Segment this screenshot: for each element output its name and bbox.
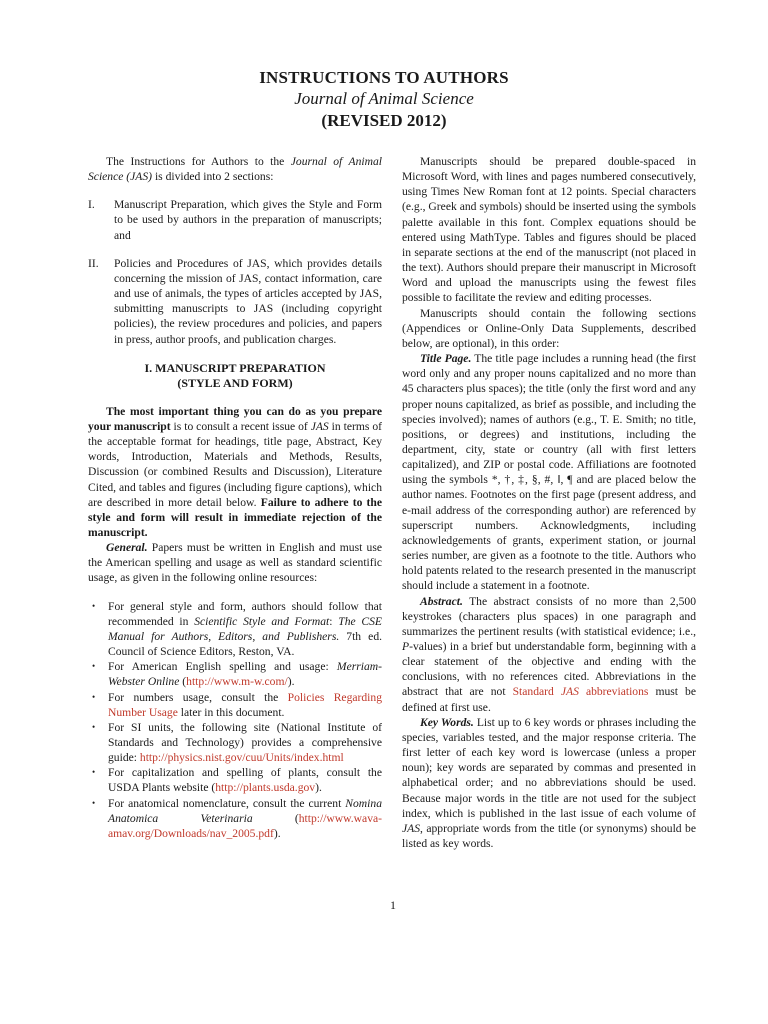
- title-page-paragraph: Title Page. The title page includes a running head (the first word only and any proper nouns capitalized and no more than 45 characters plus spaces); the title (only the first word and any proper nouns capitalized, as brief as possible, and including the species involved); names of authors (e.g., T. E. Smith; no title, positions, or degrees) and institutions, including the department, city, state or country (all with first letters capitalized), and ZIP or postal code. Affiliations are footnoted using the symbols *, †, ‡, §, #, ‖, ¶ and are placed below the author names. Footnotes on the first page (present address, and e-mail address of the corresponding author) are referenced by superscript numbers. Acknowledgments, including acknowledgements of grants, experiment station, or journal series number, are given as a footnote to the title. Authors who hold patents related to the research presented in the manuscript should include a statement in a footnote.: [402, 352, 696, 593]
- formatting-paragraph: Manuscripts should be prepared double-spaced in Microsoft Word, with lines and pages numbered consecutively, using Times New Roman font at 12 points. Special characters (e.g., Greek and symbols) should be inserted using the symbols palette available in this font. Complex equations should be entered using MathType. Tables and figures should be placed in separate sections at the end of the manuscript (not placed in the text). Authors should prepare their manuscript in Microsoft Word and upload the manuscripts using the fewest files possible to facilitate the review and editing processes.: [402, 155, 696, 305]
- list-item: • For general style and form, authors should follow that recommended in Scientific Style and Format: The CSE Manual for Authors, Editors, and Publishers. 7th ed. Council of Science Editors, Reston, VA.: [88, 599, 382, 660]
- sections-paragraph: Manuscripts should contain the following sections (Appendices or Online-Only Data Supplements, described below, are optional), in this order:: [402, 306, 696, 350]
- left-column: [88, 154, 382, 841]
- merriam-webster-link[interactable]: http://www.m-w.com/: [186, 675, 288, 689]
- document-title: INSTRUCTIONS TO AUTHORS: [259, 68, 509, 87]
- keywords-paragraph: Key Words. List up to 6 key words or phrases including the species, variables tested, and the major response criteria. The first letter of each key word is lowercase (unless a proper noun); key words are separated by commas and presented in alphabetical order; and no abbreviations should be used. Because major words in the title are not used for the subject index, which is published in the last issue of each volume of JAS, appropriate words from the title (or synonyms) should be listed as key words.: [402, 715, 696, 851]
- section-description: Manuscript Preparation, which gives the Style and Form to be used by authors in the preparation of manuscripts; and: [114, 198, 382, 242]
- journal-name: Journal of Animal Science: [294, 89, 474, 108]
- section-number: I.: [88, 198, 95, 212]
- important-paragraph: The most important thing you can do as you prepare your manuscript is to consult a recent issue of JAS in terms of the acceptable format for headings, title page, Abstract, Key words, Introduction, Materials and Methods, Results, Discussion (or combined Results and Discussion), Literature Cited, and tables and figures (including figure captions), which are described in more detail below. Failure to adhere to the style and form will result in immediate rejection of the manuscript.: [88, 404, 382, 539]
- page-number: 1: [390, 898, 396, 912]
- intro-paragraph: The Instructions for Authors to the Journal of Animal Science (JAS) is divided into 2 sections:: [88, 155, 382, 184]
- bullet-icon: •: [92, 797, 96, 808]
- section-number: II.: [88, 256, 99, 270]
- number-usage-link[interactable]: Policies Regarding Number Usage: [108, 690, 382, 719]
- bullet-icon: •: [92, 691, 96, 702]
- nist-link[interactable]: http://physics.nist.gov/cuu/Units/index.html: [139, 751, 344, 765]
- list-item: • For SI units, the following site (National Institute of Standards and Technology) provides a comprehensive guide: http://physics.nist.gov/cuu/Units/index.html: [88, 720, 382, 765]
- abstract-paragraph: Abstract. The abstract consists of no more than 2,500 keystrokes (characters plus spaces) in one paragraph and summarizes the pertinent results (with statistical evidence; i.e., P-values) in a brief but understandable form, beginning with a clear statement of the objective and ending with the conclusions, with no references cited. Abbreviations in the abstract that are not Standard JAS abbreviations must be defined at first use.: [402, 594, 696, 714]
- bullet-icon: •: [92, 767, 96, 778]
- list-item: • For American English spelling and usage: Merriam-Webster Online (http://www.m-w.com/).: [88, 659, 382, 689]
- title-page-label: Title Page.: [420, 352, 472, 366]
- general-paragraph: General. Papers must be written in English and must use the American spelling and usage as well as standard scientific usage, as given in the following online resources:: [88, 541, 382, 585]
- right-column: [402, 154, 696, 851]
- revision-note: (REVISED 2012): [321, 111, 447, 130]
- resource-list: [88, 599, 382, 842]
- section-list-item: [88, 197, 382, 242]
- section-list-item: [88, 256, 382, 347]
- section-description: Policies and Procedures of JAS, which provides details concerning the mission of JAS, contact information, care and use of animals, the types of articles accepted by JAS, submitting manuscripts to JAS (including copyright policies), the review procedures and policies, and papers in press, author proofs, and publication charges.: [114, 256, 382, 346]
- bullet-icon: •: [92, 661, 96, 672]
- list-item: • For numbers usage, consult the Policies Regarding Number Usage later in this document.: [88, 690, 382, 720]
- jas-abbreviations-link[interactable]: Standard JAS abbreviations: [512, 685, 649, 699]
- list-item: • For capitalization and spelling of plants, consult the USDA Plants website (http://plants.usda.gov).: [88, 765, 382, 795]
- usda-plants-link[interactable]: http://plants.usda.gov: [215, 781, 316, 795]
- keywords-label: Key Words.: [420, 715, 474, 729]
- bullet-icon: •: [92, 600, 96, 611]
- bullet-icon: •: [92, 721, 96, 732]
- section-heading: I. MANUSCRIPT PREPARATION (STYLE AND FORM): [144, 360, 326, 390]
- abstract-label: Abstract.: [420, 594, 463, 608]
- list-item: • For anatomical nomenclature, consult the current Nomina Anatomica Veterinaria (http://www.wava-amav.org/Downloads/nav_2005.pdf).: [88, 796, 382, 841]
- general-label: General.: [106, 541, 148, 555]
- wava-link[interactable]: http://www.wava-amav.org/Downloads/nav_2005.pdf: [108, 811, 383, 840]
